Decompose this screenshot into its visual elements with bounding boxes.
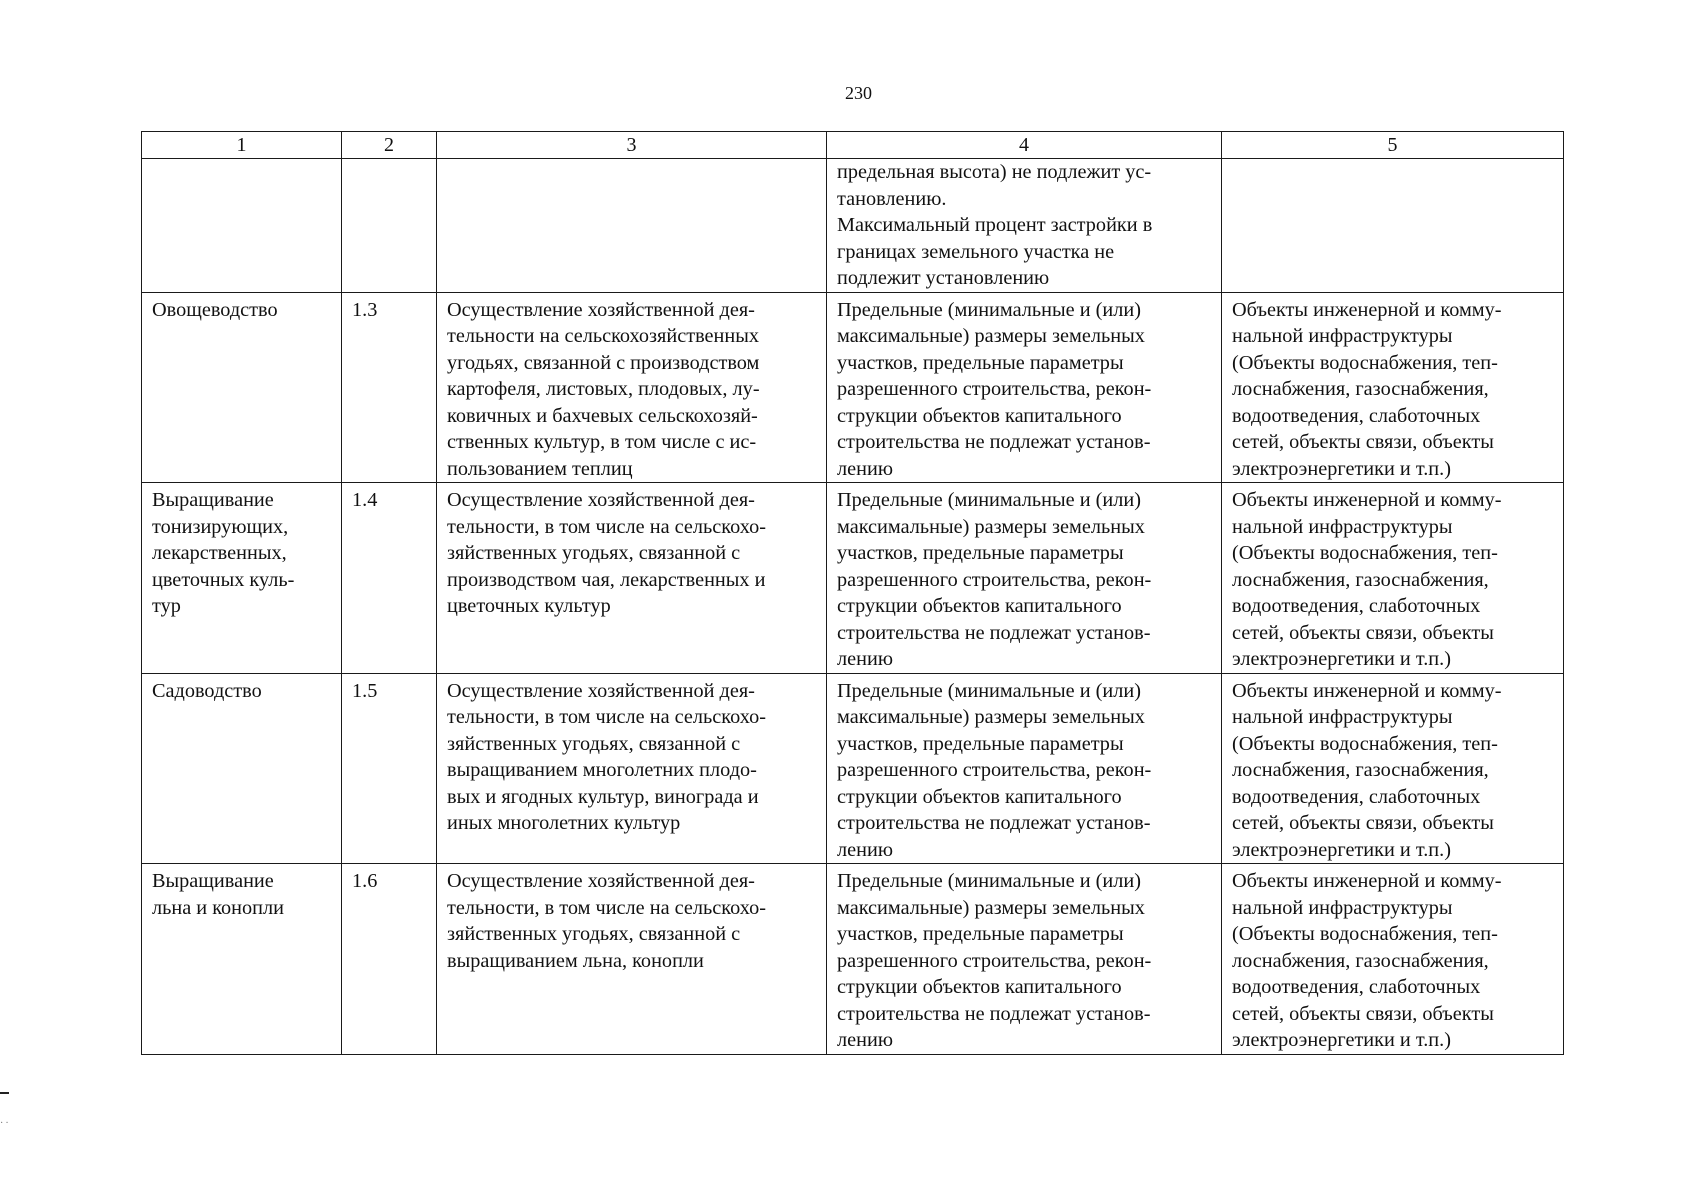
- margin-mark: [0, 1092, 9, 1094]
- cell-parameters: Предельные (минимальные и (или) максимальные) размеры земельных участков, предельные параметры разрешенного строительства, рекон- струкции объектов капитального строительства не подлежат установ- лению: [827, 673, 1222, 864]
- cell-code: [342, 159, 437, 293]
- cell-description: [437, 159, 827, 293]
- cell-parameters: Предельные (минимальные и (или) максимальные) размеры земельных участков, предельные параметры разрешенного строительства, рекон- струкции объектов капитального строительства не подлежат установ- лению: [827, 864, 1222, 1055]
- cell-parameters: предельная высота) не подлежит ус- тановлению. Максимальный процент застройки в границах земельного участка не подлежит установлению: [827, 159, 1222, 293]
- cell-objects: [1222, 159, 1564, 293]
- column-header-2: 2: [342, 132, 437, 159]
- cell-parameters: Предельные (минимальные и (или) максимальные) размеры земельных участков, предельные параметры разрешенного строительства, рекон- струкции объектов капитального строительства не подлежат установ- лению: [827, 483, 1222, 674]
- table-row: [142, 292, 1564, 483]
- cell-name: Выращивание тонизирующих, лекарственных, цветочных куль- тур: [142, 483, 342, 674]
- cell-description: Осуществление хозяйственной дея- тельности, в том числе на сельскохо- зяйственных угодьях, связанной с производством чая, лекарственных и цветочных культур: [437, 483, 827, 674]
- cell-objects: Объекты инженерной и комму- нальной инфраструктуры (Объекты водоснабжения, теп- лоснабжения, газоснабжения, водоотведения, слаботочных сетей, объекты связи, объекты электроэнергетики и т.п.): [1222, 864, 1564, 1055]
- cell-code: 1.3: [342, 292, 437, 483]
- cell-description: Осуществление хозяйственной дея- тельности, в том числе на сельскохо- зяйственных угодьях, связанной с выращиванием многолетних плодо- вых и ягодных культур, винограда и иных многолетних культур: [437, 673, 827, 864]
- cell-code: 1.6: [342, 864, 437, 1055]
- table-row: [142, 159, 1564, 293]
- column-header-1: 1: [142, 132, 342, 159]
- cell-name: Садоводство: [142, 673, 342, 864]
- cell-objects: Объекты инженерной и комму- нальной инфраструктуры (Объекты водоснабжения, теп- лоснабжения, газоснабжения, водоотведения, слаботочных сетей, объекты связи, объекты электроэнергетики и т.п.): [1222, 483, 1564, 674]
- zoning-table: [141, 131, 1564, 1055]
- column-header-3: 3: [437, 132, 827, 159]
- page-number: 230: [845, 83, 872, 103]
- cell-code: 1.5: [342, 673, 437, 864]
- column-header-5: 5: [1222, 132, 1564, 159]
- cell-objects: Объекты инженерной и комму- нальной инфраструктуры (Объекты водоснабжения, теп- лоснабжения, газоснабжения, водоотведения, слаботочных сетей, объекты связи, объекты электроэнергетики и т.п.): [1222, 292, 1564, 483]
- cell-name: Овощеводство: [142, 292, 342, 483]
- table-header-row: [142, 132, 1564, 159]
- margin-dots: ··: [0, 1118, 11, 1129]
- table-row: [142, 483, 1564, 674]
- cell-objects: Объекты инженерной и комму- нальной инфраструктуры (Объекты водоснабжения, теп- лоснабжения, газоснабжения, водоотведения, слаботочных сетей, объекты связи, объекты электроэнергетики и т.п.): [1222, 673, 1564, 864]
- cell-description: Осуществление хозяйственной дея- тельности на сельскохозяйственных угодьях, связанной с производством картофеля, листовых, плодовых, лу- ковичных и бахчевых сельскохозяй- ственных культур, в том числе с ис- пользованием теплиц: [437, 292, 827, 483]
- cell-parameters: Предельные (минимальные и (или) максимальные) размеры земельных участков, предельные параметры разрешенного строительства, рекон- струкции объектов капитального строительства не подлежат установ- лению: [827, 292, 1222, 483]
- cell-code: 1.4: [342, 483, 437, 674]
- cell-name: [142, 159, 342, 293]
- column-header-4: 4: [827, 132, 1222, 159]
- table-row: [142, 673, 1564, 864]
- cell-description: Осуществление хозяйственной дея- тельности, в том числе на сельскохо- зяйственных угодьях, связанной с выращиванием льна, конопли: [437, 864, 827, 1055]
- cell-name: Выращивание льна и конопли: [142, 864, 342, 1055]
- table-row: [142, 864, 1564, 1055]
